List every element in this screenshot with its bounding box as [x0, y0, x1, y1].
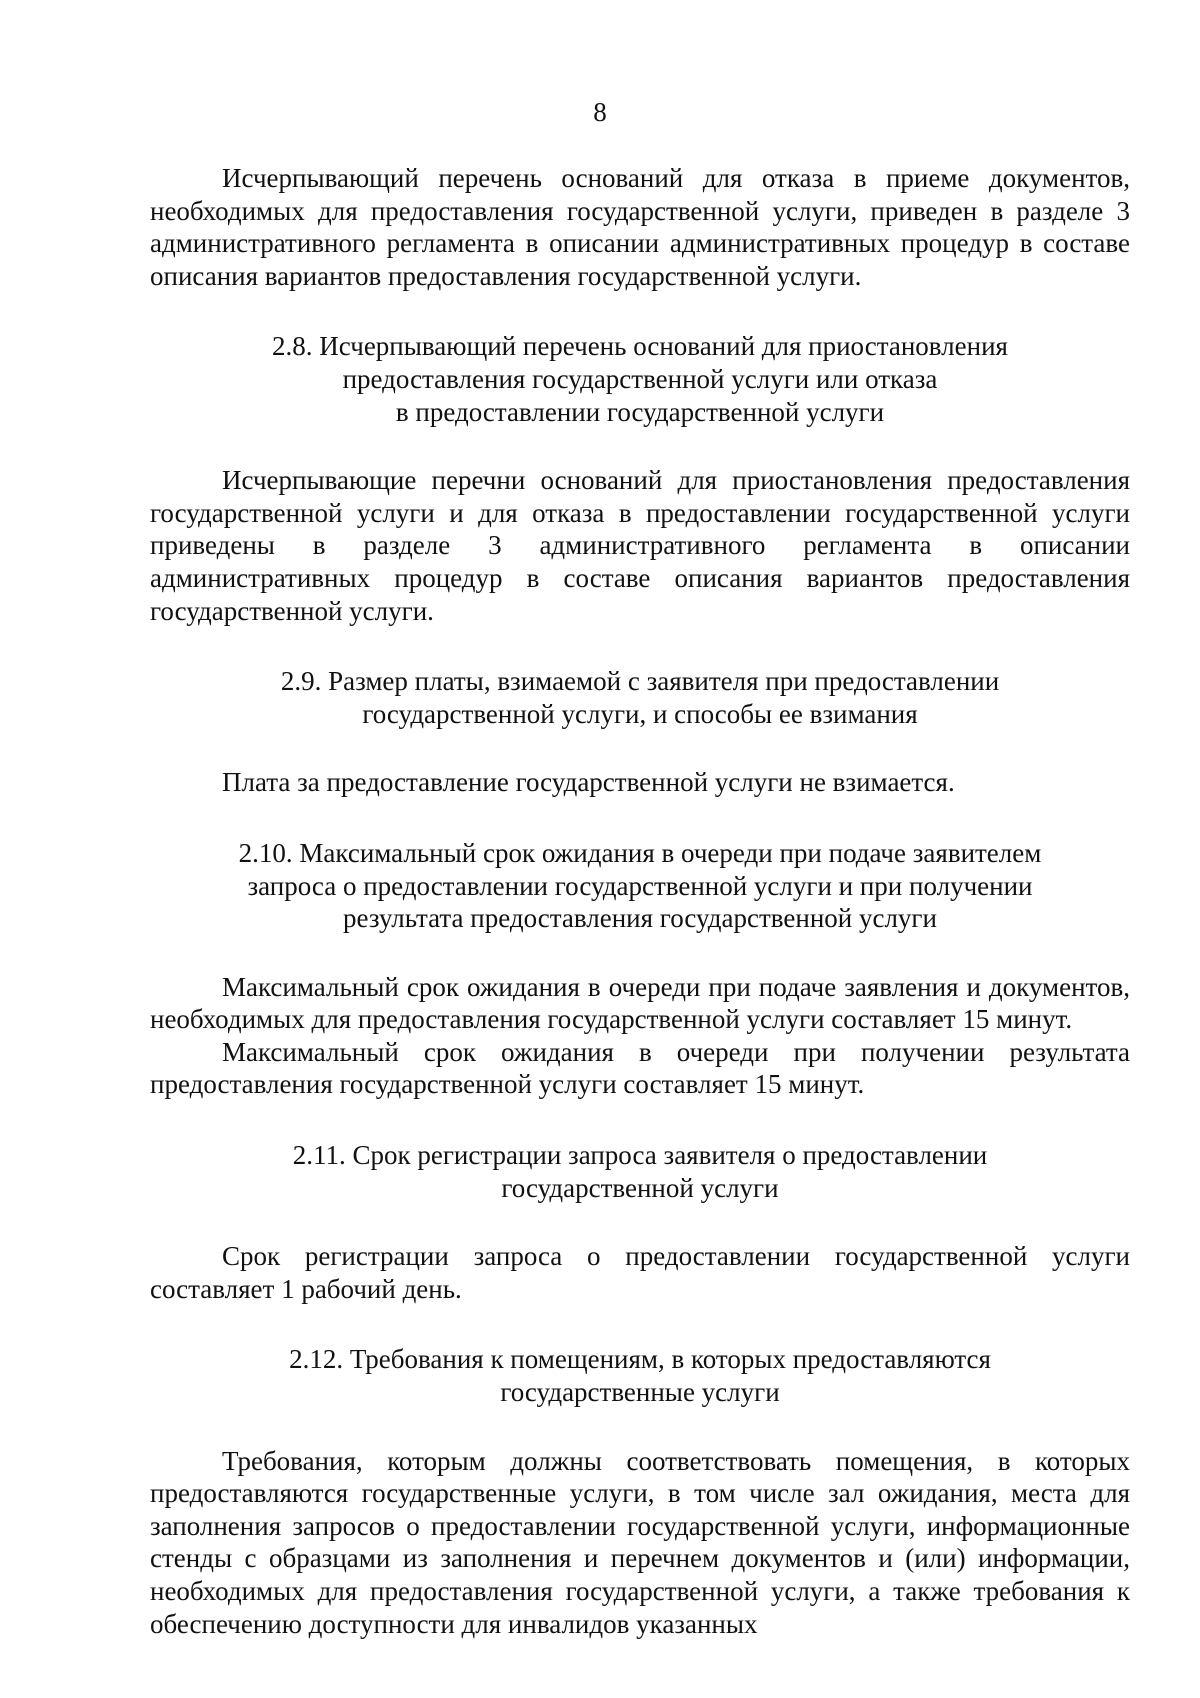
paragraph-queue-result: Максимальный срок ожидания в очереди при получении результата предоставления государственной услуги составляет 15 минут. [150, 1036, 1130, 1100]
heading-line: 2.8. Исчерпывающий перечень оснований для приостановления [272, 331, 1008, 362]
heading-line: результата предоставления государственной услуги [343, 903, 937, 934]
heading-line: 2.9. Размер платы, взимаемой с заявителя при предоставлении [280, 666, 1000, 697]
paragraph-queue-submission: Максимальный срок ожидания в очереди при подаче заявления и документов, необходимых для предоставления государственной услуги составляет 15 минут. [150, 971, 1130, 1035]
page-number: 8 [593, 97, 607, 127]
paragraph-suspension-grounds: Исчерпывающие перечни оснований для приостановления предоставления государственной услуги и для отказа в предоставлении государственной услуги приведены в разделе 3 административного регламента в описании административных процедур в составе описания вариантов предоставления государственной услуги. [150, 465, 1130, 626]
heading-line: государственной услуги [501, 1172, 779, 1203]
heading-2-12 [150, 1343, 1130, 1408]
heading-2-8 [150, 330, 1130, 428]
paragraph-fee: Плата за предоставление государственной услуги не взимается. [222, 767, 955, 798]
heading-line: запроса о предоставлении государственной услуги и при получении [247, 870, 1033, 901]
heading-line: предоставления государственной услуги или отказа [342, 363, 938, 394]
heading-2-11 [150, 1139, 1130, 1204]
heading-line: в предоставлении государственной услуги [395, 396, 885, 427]
paragraph-refusal-grounds: Исчерпывающий перечень оснований для отказа в приеме документов, необходимых для предоставления государственной услуги, приведен в разделе 3 административного регламента в описании административных процедур в составе описания вариантов предоставления государственной услуги. [150, 163, 1130, 291]
heading-line: 2.12. Требования к помещениям, в которых предоставляются [289, 1344, 991, 1375]
paragraph-registration-term: Срок регистрации запроса о предоставлении государственной услуги составляет 1 рабочий день. [150, 1241, 1130, 1304]
document-body [150, 162, 1130, 1640]
heading-2-10 [150, 837, 1130, 935]
paragraph-premises-requirements: Требования, которым должны соответствовать помещения, в которых предоставляются государственные услуги, в том числе зал ожидания, места для заполнения запросов о предоставлении государственной услуги, информационные стенды с образцами из заполнения и перечнем документов и (или) информации, необходимых для предоставления государственной услуги, а также требования к обеспечению доступности для инвалидов указанных [150, 1445, 1130, 1639]
heading-line: 2.10. Максимальный срок ожидания в очереди при подаче заявителем [238, 837, 1042, 868]
heading-line: государственные услуги [500, 1377, 780, 1408]
heading-line: государственной услуги, и способы ее взимания [362, 698, 918, 729]
heading-line: 2.11. Срок регистрации запроса заявителя о предоставлении [292, 1140, 988, 1171]
heading-2-9 [150, 665, 1130, 730]
